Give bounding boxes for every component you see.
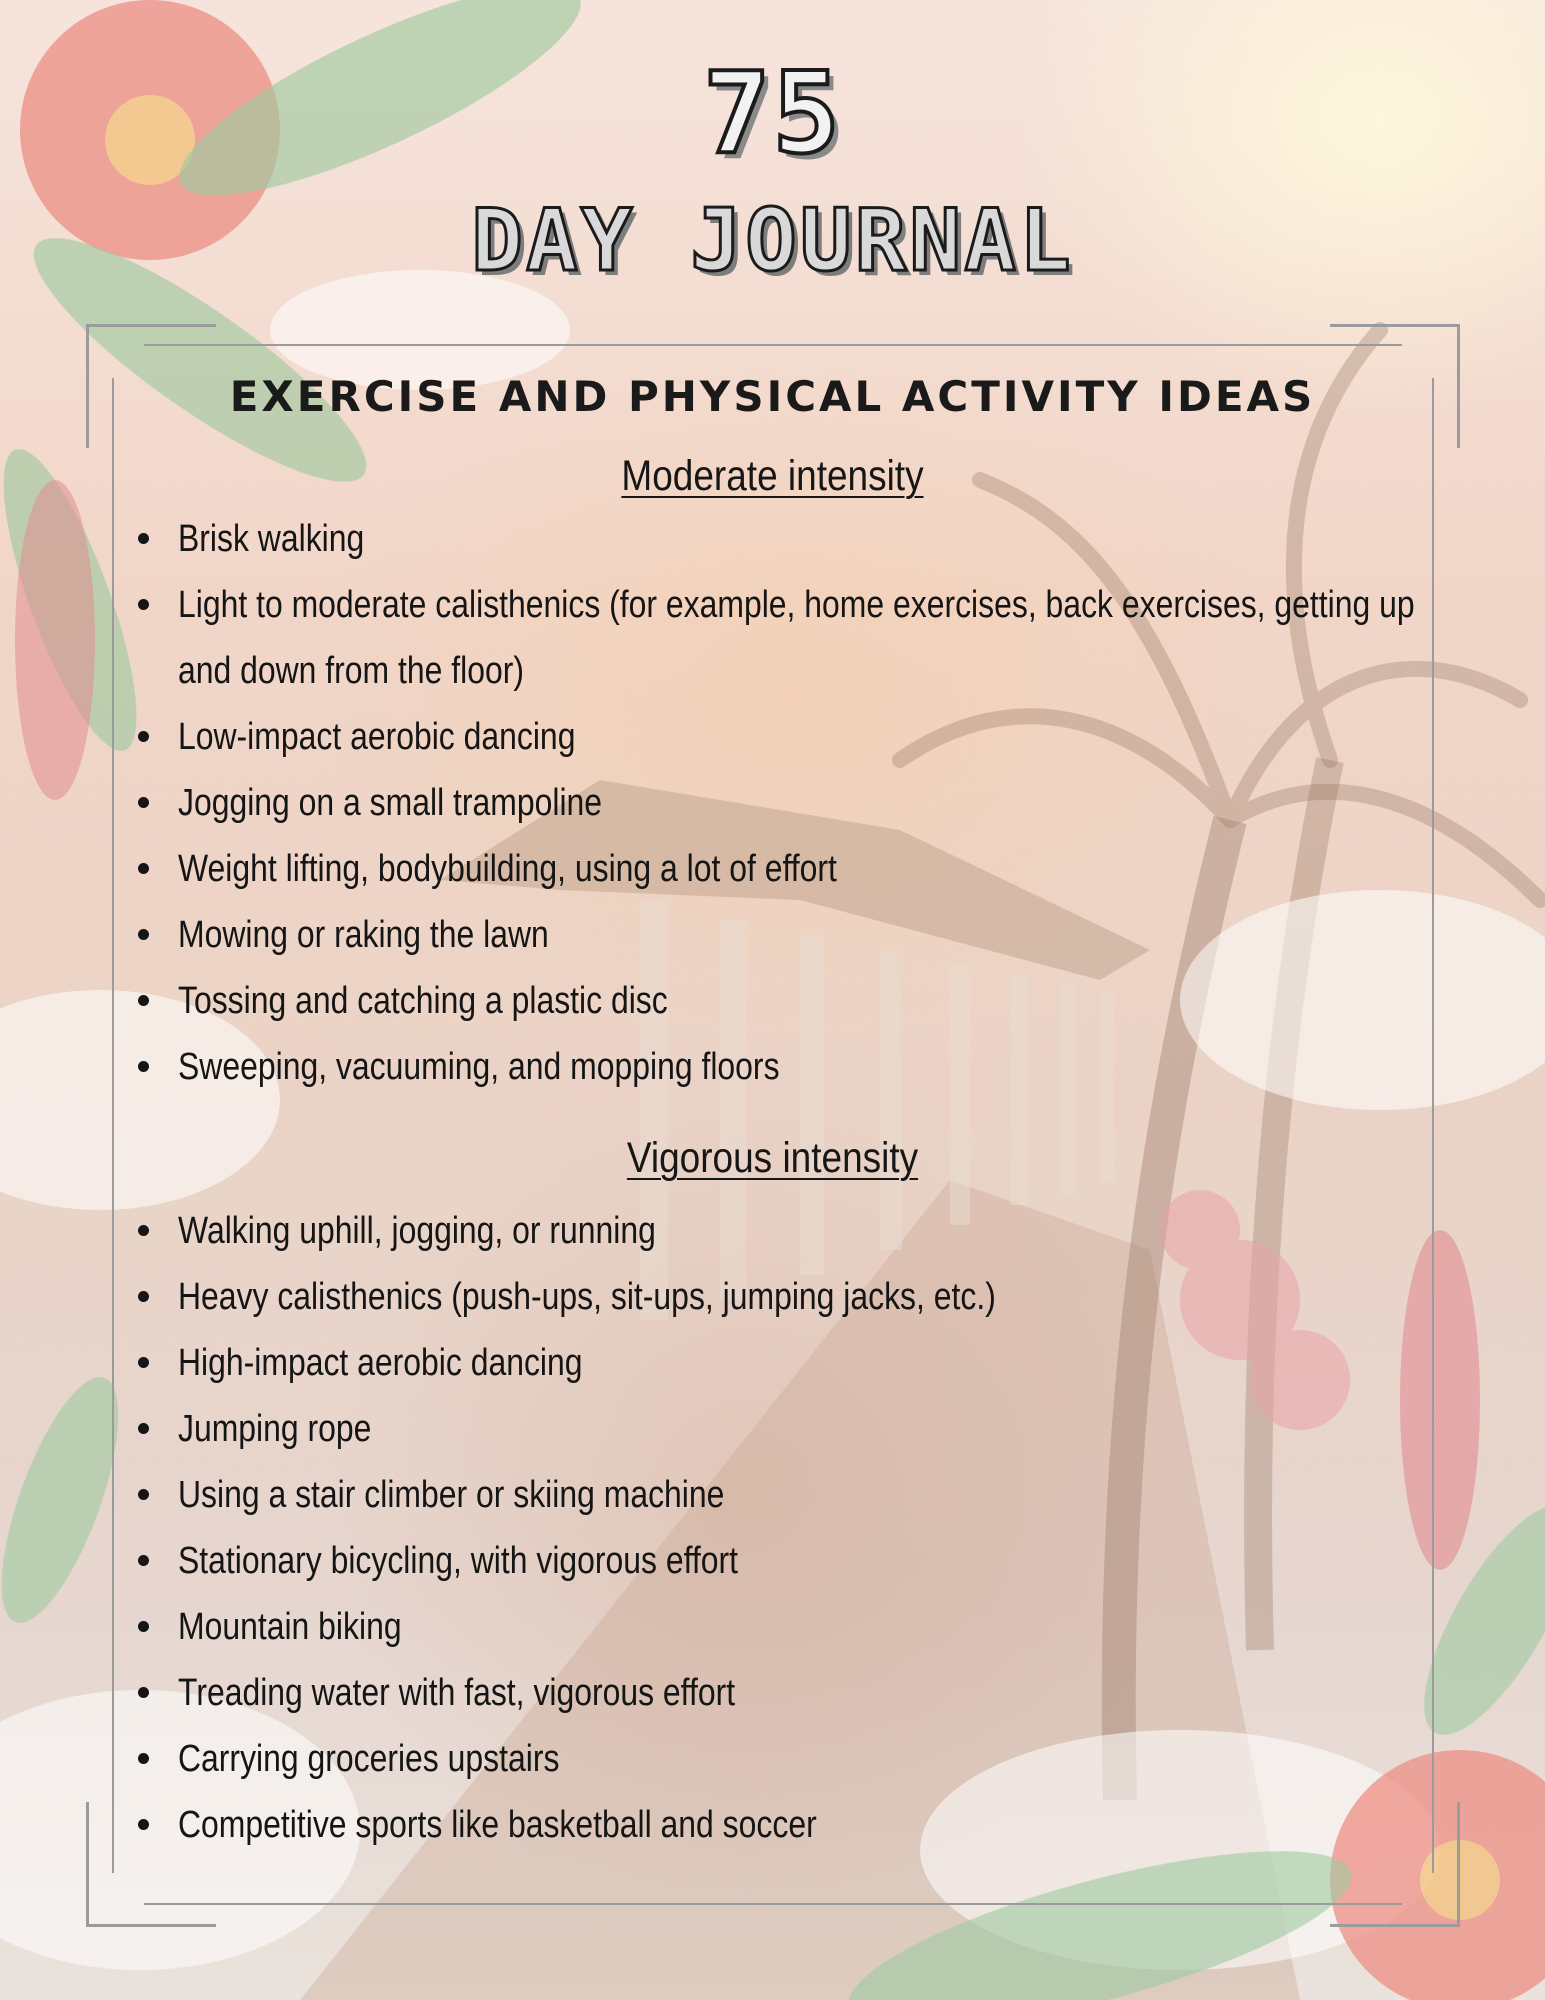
moderate-activity-list (128, 506, 1415, 1100)
list-item: Heavy calisthenics (push-ups, sit-ups, jumping jacks, etc.) (128, 1264, 1408, 1330)
vigorous-intensity-label: Vigorous intensity (626, 1134, 919, 1182)
list-item: Treading water with fast, vigorous effort (128, 1660, 1408, 1726)
moderate-intensity-label: Moderate intensity (621, 452, 924, 500)
list-item: Walking uphill, jogging, or running (128, 1198, 1408, 1264)
list-item: Light to moderate calisthenics (for example, home exercises, back exercises, getting up and down from the floor) (128, 572, 1408, 704)
list-item: Tossing and catching a plastic disc (128, 968, 1408, 1034)
list-item: Sweeping, vacuuming, and mopping floors (128, 1034, 1408, 1100)
list-item: Mountain biking (128, 1594, 1408, 1660)
vigorous-activity-list (128, 1198, 1408, 1858)
title-number: 75 (703, 49, 842, 179)
list-item: Using a stair climber or skiing machine (128, 1462, 1408, 1528)
list-item: Mowing or raking the lawn (128, 902, 1408, 968)
list-item: Carrying groceries upstairs (128, 1726, 1408, 1792)
list-item: Brisk walking (128, 506, 1408, 572)
list-item: Low-impact aerobic dancing (128, 704, 1408, 770)
list-item: Jumping rope (128, 1396, 1408, 1462)
list-item: Competitive sports like basketball and soccer (128, 1792, 1408, 1858)
list-item: High-impact aerobic dancing (128, 1330, 1408, 1396)
list-item: Jogging on a small trampoline (128, 770, 1408, 836)
page-title: DAY JOURNAL (471, 191, 1074, 291)
section-heading: EXERCISE AND PHYSICAL ACTIVITY IDEAS (229, 372, 1316, 421)
list-item: Weight lifting, bodybuilding, using a lot of effort (128, 836, 1408, 902)
list-item: Stationary bicycling, with vigorous effort (128, 1528, 1408, 1594)
